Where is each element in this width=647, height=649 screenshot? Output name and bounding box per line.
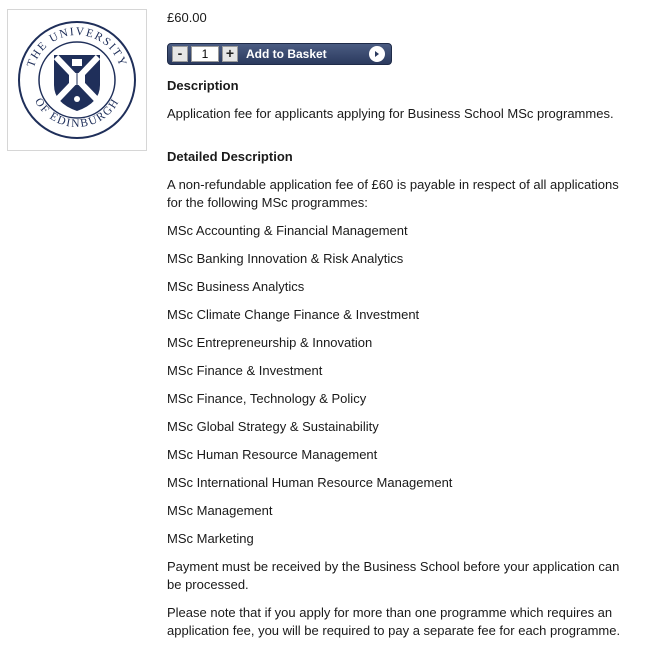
payment-note: Payment must be received by the Business School before your application can be processed. <box>167 559 620 592</box>
svg-text:OF EDINBURGH: OF EDINBURGH <box>32 96 122 131</box>
product-details <box>167 9 637 640</box>
list-item: MSc International Human Resource Management <box>167 475 453 490</box>
programme-list <box>167 222 637 548</box>
price: £60.00 <box>167 10 207 25</box>
decrease-quantity-button[interactable]: - <box>172 46 188 62</box>
list-item: MSc Finance, Technology & Policy <box>167 391 367 406</box>
list-item: MSc Finance & Investment <box>167 363 323 378</box>
add-to-basket-bar <box>167 43 392 65</box>
list-item: MSc Climate Change Finance & Investment <box>167 307 420 322</box>
multiple-programme-note: Please note that if you apply for more than one programme which requires an application fee, you will be required to pay a separate fee for each programme. <box>167 605 621 638</box>
description-heading: Description <box>167 78 239 93</box>
list-item: MSc Accounting & Financial Management <box>167 223 408 238</box>
list-item: MSc Global Strategy & Sustainability <box>167 419 379 434</box>
increase-quantity-button[interactable]: + <box>222 46 238 62</box>
university-logo <box>7 9 147 151</box>
list-item: MSc Marketing <box>167 531 254 546</box>
list-item: MSc Entrepreneurship & Innovation <box>167 335 373 350</box>
quantity-input[interactable] <box>191 46 219 62</box>
edinburgh-crest-icon <box>16 19 138 141</box>
add-to-basket-button[interactable]: Add to Basket <box>246 47 327 61</box>
svg-text:THE UNIVERSITY: THE UNIVERSITY <box>25 25 129 69</box>
detailed-description-heading: Detailed Description <box>167 149 293 164</box>
list-item: MSc Business Analytics <box>167 279 305 294</box>
description-text: Application fee for applicants applying for Business School MSc programmes. <box>167 106 614 121</box>
list-item: MSc Management <box>167 503 273 518</box>
list-item: MSc Human Resource Management <box>167 447 378 462</box>
list-item: MSc Banking Innovation & Risk Analytics <box>167 251 404 266</box>
detailed-description-intro: A non-refundable application fee of £60 is payable in respect of all applications for the following MSc programmes: <box>167 177 619 210</box>
arrow-right-icon[interactable] <box>369 46 385 62</box>
